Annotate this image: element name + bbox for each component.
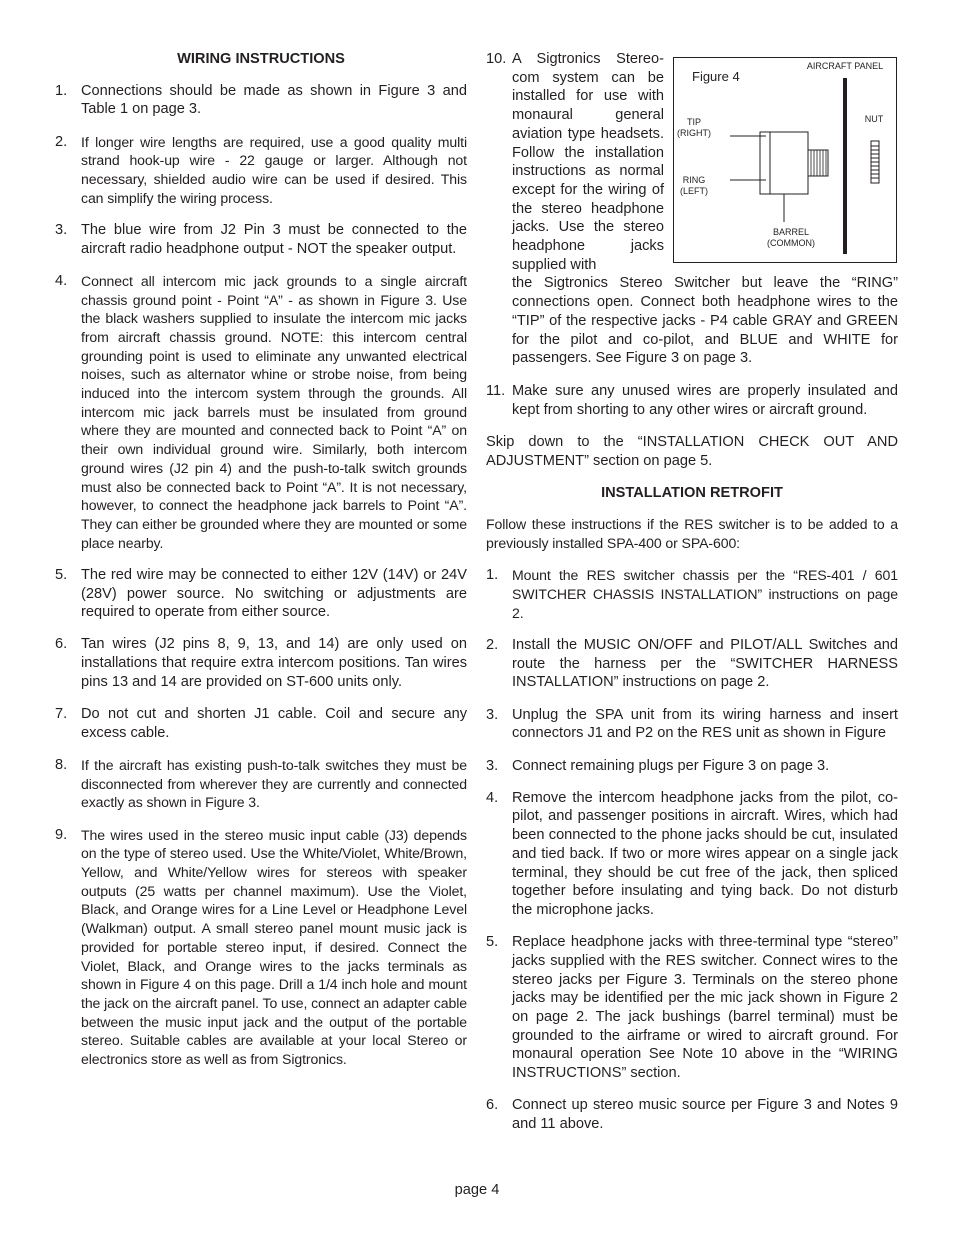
item-text: Connect up stereo music source per Figure 3 and Notes 9 and 11 above. bbox=[512, 1097, 898, 1132]
item-number: 9. bbox=[55, 826, 68, 843]
retrofit-item-3 bbox=[486, 706, 898, 743]
figure-4-jack-diagram bbox=[673, 57, 897, 263]
wiring-item-4 bbox=[55, 272, 467, 553]
wiring-item-9 bbox=[55, 826, 467, 1069]
wiring-item-11 bbox=[486, 382, 898, 419]
item-number: 6. bbox=[55, 636, 68, 653]
ring-label bbox=[676, 175, 712, 197]
wiring-item-5 bbox=[55, 566, 467, 622]
ring-label-line2: (LEFT) bbox=[680, 186, 708, 196]
tip-label bbox=[676, 117, 712, 139]
barrel-label-line2: (COMMON) bbox=[767, 238, 815, 248]
page-number: page 4 bbox=[454, 1182, 500, 1198]
item-text: The wires used in the stereo music input cable (J3) depends on the type of stereo used. Use the White/Violet, White/Brown, Yellow, and White/Yellow wires for stereos with speaker outputs (25 watts per channel maximum). Use the Violet, Black, and Orange wires for a Line Level or Headphone Level (Walkman) output. A small stereo panel mount music jack is provided for portable stereo input, if desired. Connect the Violet, Black, and Orange wires to the jacks terminals as shown in Figure 4 on this page. Drill a 1/4 inch hole and mount the jack on the aircraft panel. To use, connect an adapter cable between the music input jack and the output of the portable stereo. Suitable cables are available at your local Stereo or electronics store as well as from Sigtronics. bbox=[81, 826, 467, 1068]
item-number: 4. bbox=[486, 789, 499, 806]
item-text: Connections should be made as shown in Figure 3 and Table 1 on page 3. bbox=[81, 82, 467, 118]
jack-body-shape bbox=[760, 132, 808, 194]
item-number: 5. bbox=[486, 934, 499, 951]
wiring-item-2 bbox=[55, 133, 467, 208]
retrofit-item-5 bbox=[486, 933, 898, 1083]
item-text: Connect remaining plugs per Figure 3 on page 3. bbox=[512, 757, 830, 774]
ring-label-line1: RING bbox=[682, 175, 706, 185]
item-number: 1. bbox=[55, 82, 68, 99]
item-number: 1. bbox=[486, 567, 499, 584]
item-text: If longer wire lengths are required, use a good quality multi strand hook-up wire - 22 gauge or larger. Although not necessary, shielded audio wire can be used if desired. This can simplify the wiring process. bbox=[81, 133, 467, 206]
item-text: Remove the intercom headphone jacks from the pilot, co-pilot, and passenger positions in aircraft. Wires, which had been connected to the phone jacks should be cut, insulated and tied back. If two or more wires appear on a single jack terminal, they should be cut free of the jack, then spliced together before insulating and tying back. Do not disturb the microphone jacks. bbox=[512, 789, 898, 918]
nut-threads bbox=[871, 146, 879, 178]
item-text-beside-figure: A Sigtronics Stereo-com system can be installed for use with monaural general aviation type headsets. Follow the installation instructions as normal except for the wiring of the stereo headphone jacks. Use the stereo headphone jacks supplied with bbox=[512, 51, 664, 273]
item-number: 3. bbox=[55, 221, 68, 238]
retrofit-item-4 bbox=[486, 789, 898, 920]
item-number: 2. bbox=[486, 636, 499, 653]
item-number: 6. bbox=[486, 1097, 499, 1114]
wiring-item-3 bbox=[55, 221, 467, 258]
barrel-label-line1: BARREL bbox=[772, 227, 809, 237]
tip-label-line1: TIP bbox=[686, 117, 701, 127]
item-text: Replace headphone jacks with three-terminal type “stereo” jacks supplied with the RES switcher. Connect wires to the stereo jacks per Figure 3. Terminals on the stereo phone jacks may be identified per the mic jack shown in Figure 2 on page 2. The jack bushings (barrel terminal) must be grounded to the airframe or wired to aircraft ground. For monaural operation See Note 10 above in the “WIRING INSTRUCTIONS” section. bbox=[512, 934, 898, 1082]
item-text-continued: the Sigtronics Stereo Switcher but leave the “RING” connections open. Connect both headphone wires to the “TIP” of the respective jacks - P4 cable GRAY and GREEN for the pilot and co-pilot, and BLUE and WHITE for passengers. See Figure 3 on page 3. bbox=[512, 275, 898, 367]
wiring-instructions-heading: WIRING INSTRUCTIONS bbox=[177, 51, 345, 67]
item-number: 4. bbox=[55, 272, 68, 289]
tip-label-line2: (RIGHT) bbox=[677, 128, 711, 138]
wiring-item-6 bbox=[55, 635, 467, 691]
installation-retrofit-heading: INSTALLATION RETROFIT bbox=[601, 484, 783, 501]
retrofit-intro: Follow these instructions if the RES switcher is to be added to a previously installed SPA-400 or SPA-600: bbox=[486, 516, 898, 552]
item-number: 3. bbox=[486, 706, 499, 723]
item-text: Make sure any unused wires are properly insulated and kept from shorting to any other wires or aircraft ground. bbox=[512, 382, 898, 418]
item-text: Tan wires (J2 pins 8, 9, 13, and 14) are only used on installations that require extra intercom positions. Tan wires pins 13 and 14 are provided on ST-600 units only. bbox=[81, 636, 467, 690]
item-text: The red wire may be connected to either 12V (14V) or 24V (28V) power source. No switching or adjustments are required to operate from either source. bbox=[81, 566, 467, 621]
figure-title: Figure 4 bbox=[692, 69, 740, 84]
retrofit-item-2 bbox=[486, 636, 898, 692]
item-number: 11. bbox=[486, 382, 506, 399]
item-text: Unplug the SPA unit from its wiring harness and insert connectors J1 and P2 on the RES unit as shown in Figure bbox=[512, 706, 898, 742]
item-text: If the aircraft has existing push-to-talk switches they must be disconnected from wherever they are currently and connected exactly as shown in Figure 3. bbox=[81, 757, 467, 811]
item-number: 2. bbox=[55, 133, 68, 150]
bushing-threads bbox=[811, 150, 826, 176]
wiring-item-8 bbox=[55, 756, 467, 812]
item-text: Mount the RES switcher chassis per the “RES-401 / 601 SWITCHER CHASSIS INSTALLATION” instructions on page 2. bbox=[512, 567, 898, 621]
aircraft-panel-shape bbox=[843, 78, 847, 254]
retrofit-item-6 bbox=[486, 1096, 898, 1133]
item-number: 3. bbox=[486, 757, 499, 774]
item-number: 8. bbox=[55, 757, 68, 773]
nut-label: NUT bbox=[864, 114, 884, 124]
item-text: The blue wire from J2 Pin 3 must be connected to the aircraft radio headphone output - NOT the speaker output. bbox=[81, 221, 467, 257]
retrofit-item-1 bbox=[486, 566, 898, 622]
wiring-item-1 bbox=[55, 82, 467, 119]
item-text: Install the MUSIC ON/OFF and PILOT/ALL Switches and route the harness per the “SWITCHER HARNESS INSTALLATION” instructions on page 2. bbox=[512, 636, 898, 691]
item-number: 7. bbox=[55, 706, 68, 723]
item-number: 5. bbox=[55, 566, 68, 583]
wiring-item-7 bbox=[55, 705, 467, 742]
barrel-label bbox=[754, 227, 828, 249]
item-number: 10. bbox=[486, 51, 507, 67]
aircraft-panel-label: AIRCRAFT PANEL bbox=[806, 61, 884, 71]
left-column bbox=[55, 50, 467, 1082]
retrofit-item-3b bbox=[486, 757, 898, 776]
item-text: Do not cut and shorten J1 cable. Coil and secure any excess cable. bbox=[81, 706, 467, 741]
item-text: Connect all intercom mic jack grounds to a single aircraft chassis ground point - Point “A” - as shown in Figure 3. Use the black washers supplied to insulate the intercom mic jacks from aircraft chassis ground. NOTE: this intercom central grounding point is used to eliminate any unwanted electrical noises, such as alternator whine or strobe noise, from being induced into the intercom system through the grounds. All intercom mic jack barrels must be insulated from ground where they are mounted and connected back to Point “A” on their own individual ground wire. Similarly, both intercom ground wires (J2 pin 4) and the push-to-talk switch grounds must also be connected back to Point “A”. It is not necessary, however, to connect the headphone jack barrels to Point “A”. They can either be grounded where they are mounted or some place nearby. bbox=[81, 272, 467, 551]
skip-note: Skip down to the “INSTALLATION CHECK OUT AND ADJUSTMENT” section on page 5. bbox=[486, 433, 898, 469]
